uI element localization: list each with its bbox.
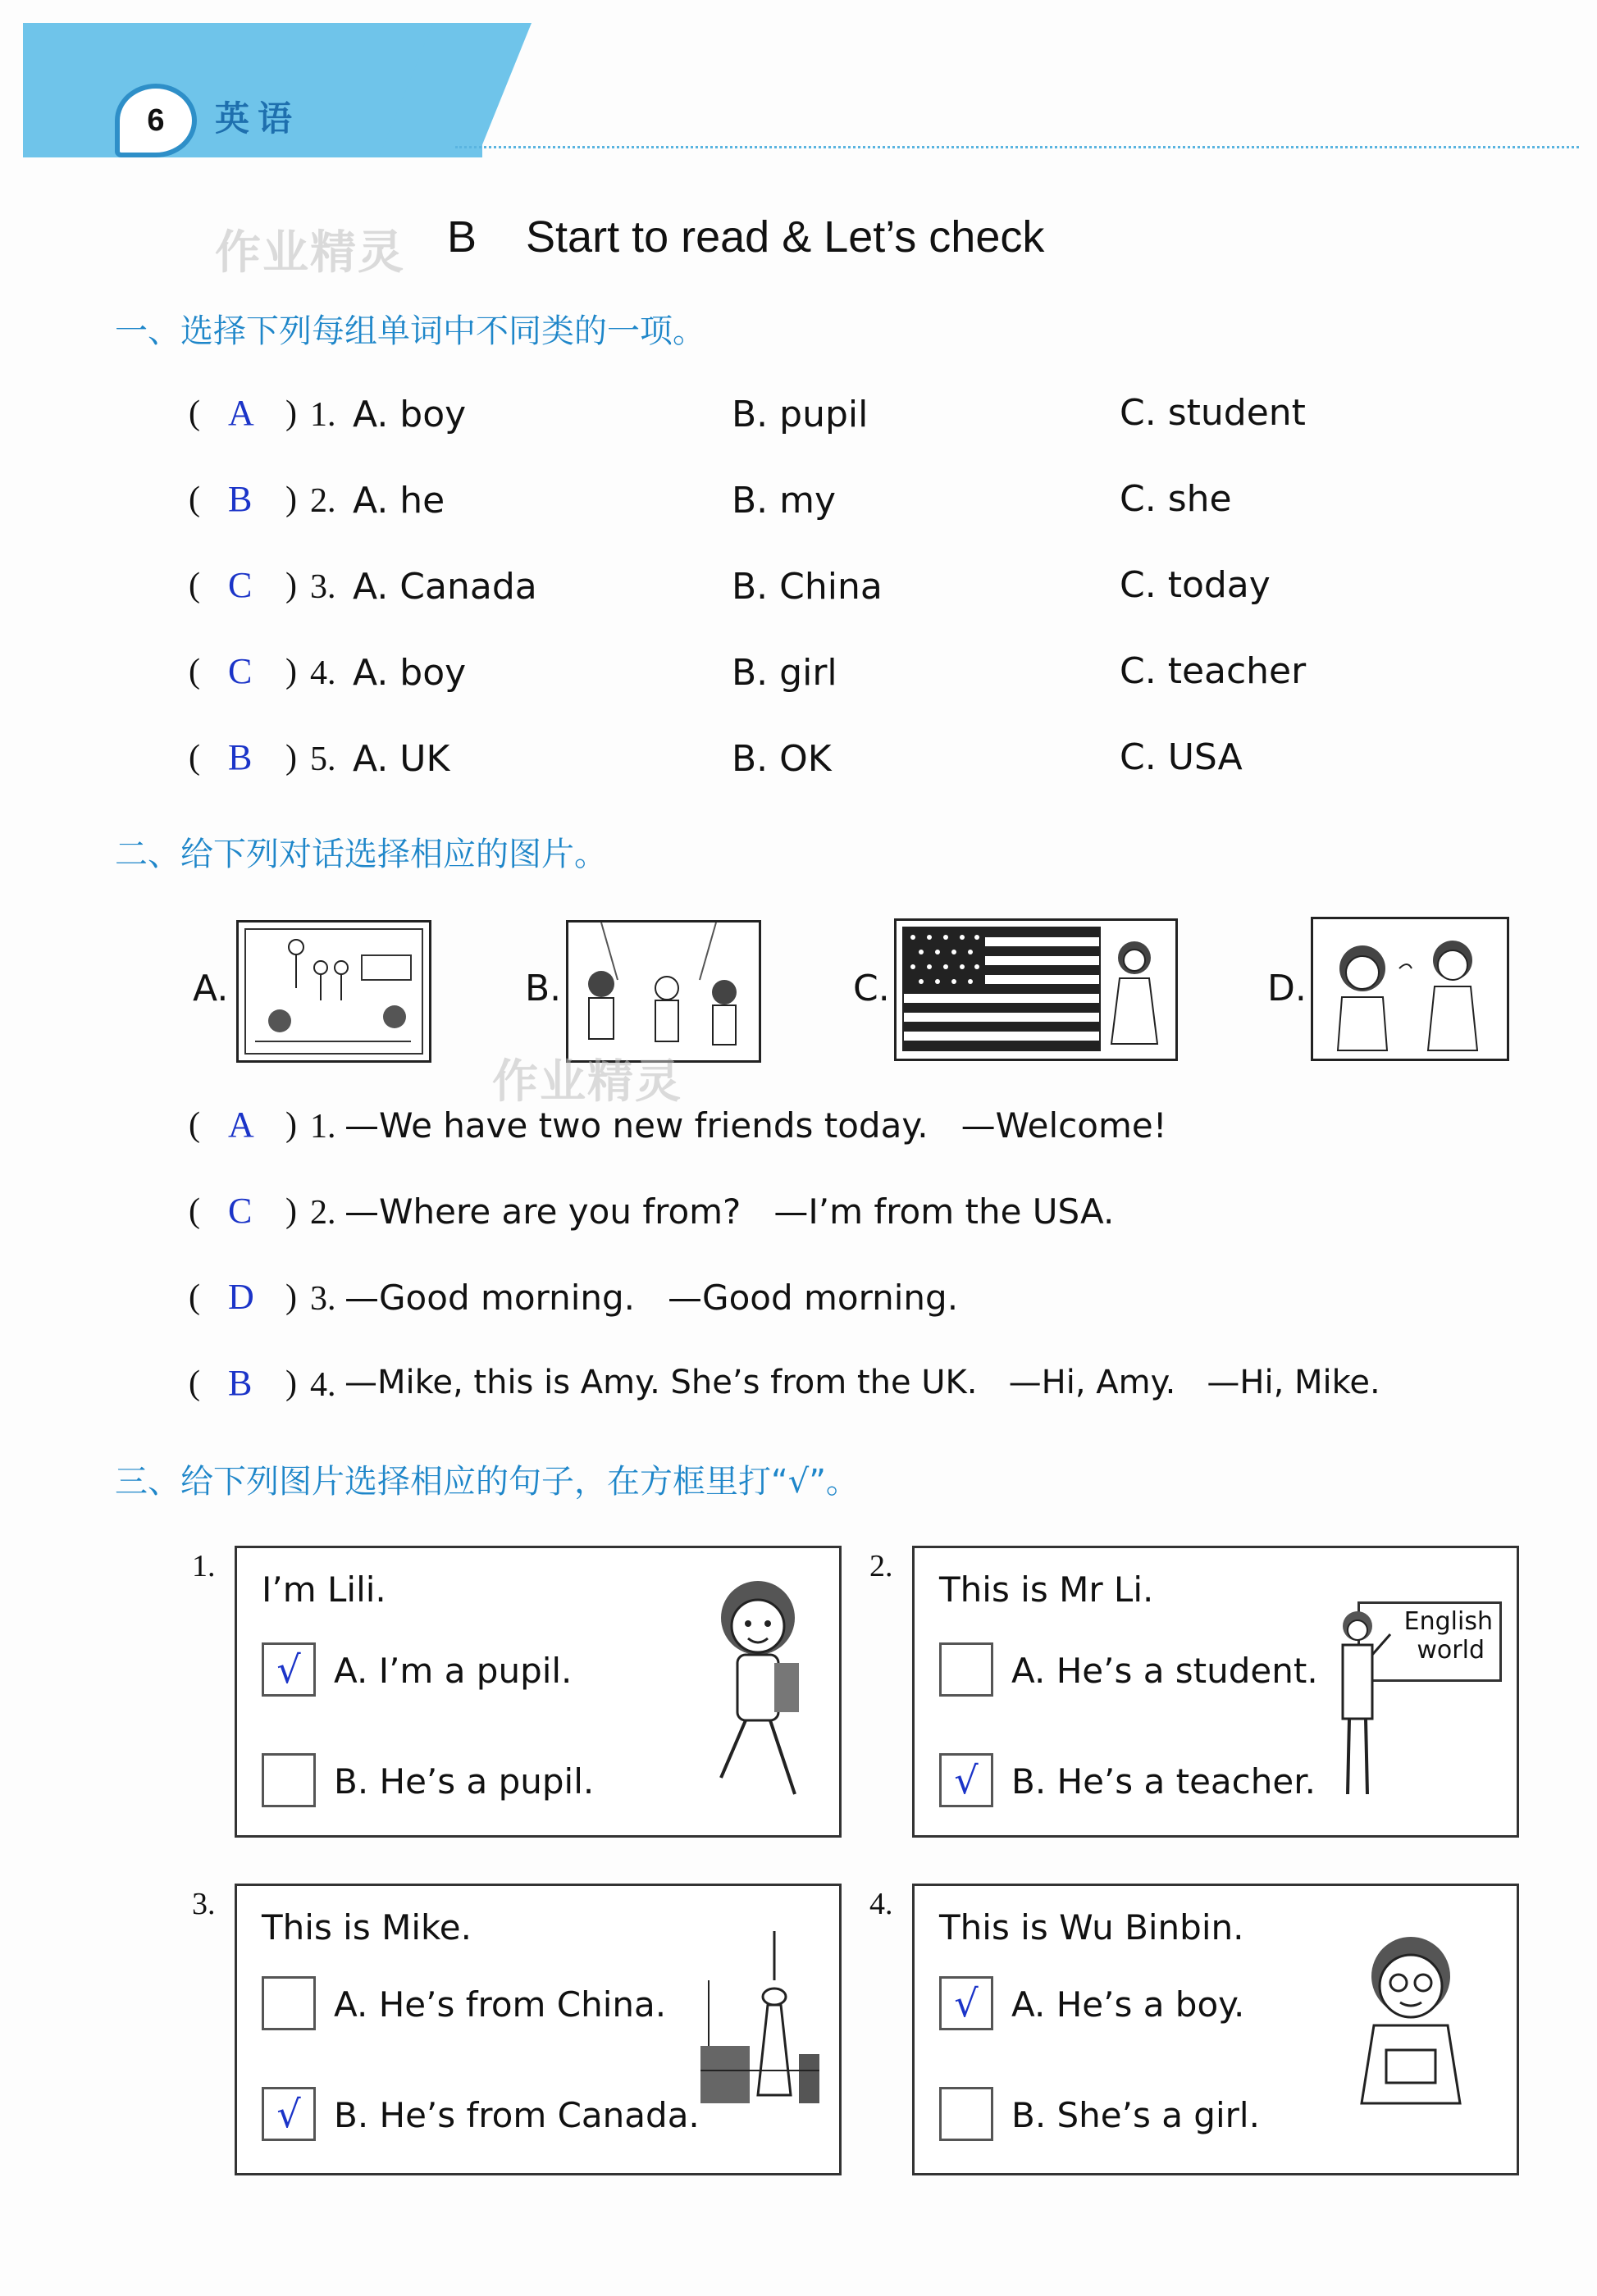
- picture-d-greeting: [1311, 917, 1509, 1061]
- checkbox-b[interactable]: [262, 1753, 316, 1807]
- question-box-4: This is Wu Binbin. √ A. He’s a boy. B. She’s a girl.: [912, 1884, 1519, 2175]
- list-item: ( A ) 1. A. boy B. pupil C. student: [189, 392, 1306, 435]
- answer: B: [228, 1363, 253, 1403]
- teacher-illustration: [1325, 1606, 1399, 1802]
- picture-label-b: B.: [525, 968, 562, 1009]
- header-dotted-line: [455, 146, 1579, 148]
- answer: A: [228, 393, 254, 433]
- answer: A: [228, 1105, 254, 1145]
- list-item: ( C ) 4. A. boy B. girl C. teacher: [189, 650, 1307, 694]
- english-world-sign: English world: [1357, 1601, 1502, 1682]
- page-title: [447, 212, 1044, 262]
- checkbox-a[interactable]: √: [262, 1642, 316, 1697]
- answer: B: [228, 737, 253, 777]
- picture-a-classroom: [236, 920, 431, 1063]
- checkbox-a[interactable]: √: [939, 1976, 993, 2030]
- girl-illustration: [696, 1573, 819, 1819]
- picture-label-d: D.: [1267, 968, 1307, 1009]
- list-item: ( D ) 3. —Good morning. —Good morning.: [189, 1277, 959, 1318]
- item-number: 4.: [869, 1887, 893, 1921]
- section3-heading: 三、给下列图片选择相应的句子，在方框里打“√”。: [115, 1463, 859, 1501]
- answer: C: [228, 565, 253, 605]
- section2-heading: 二、给下列对话选择相应的图片。: [115, 836, 607, 873]
- answer: B: [228, 479, 253, 519]
- subject-label: 英语: [215, 98, 301, 139]
- answer: C: [228, 1191, 253, 1231]
- question-box-2: This is Mr Li. A. He’s a student. √ B. He’s a teacher. English world: [912, 1546, 1519, 1838]
- watermark: 作业精灵: [215, 226, 405, 280]
- watermark: 作业精灵: [492, 1055, 682, 1109]
- boy-illustration: [1341, 1927, 1497, 2124]
- checkbox-b[interactable]: [939, 2087, 993, 2141]
- page-number: 6: [115, 84, 197, 157]
- picture-b-friends: [566, 920, 761, 1063]
- picture-label-a: A.: [193, 968, 229, 1009]
- list-item: ( B ) 5. A. UK B. OK C. USA: [189, 736, 1243, 780]
- list-item: ( C ) 3. A. Canada B. China C. today: [189, 564, 1271, 608]
- list-item: ( B ) 4. —Mike, this is Amy. She’s from the UK. —Hi, Amy. —Hi, Mike.: [189, 1363, 1380, 1404]
- picture-label-c: C.: [853, 968, 890, 1009]
- section1-heading: 一、选择下列每组单词中不同类的一项。: [115, 312, 705, 350]
- list-item: ( B ) 2. A. he B. my C. she: [189, 478, 1232, 522]
- checkbox-a[interactable]: [262, 1976, 316, 2030]
- title-text: Start to read & Let’s check: [526, 212, 1045, 262]
- list-item: ( C ) 2. —Where are you from? —I’m from the USA.: [189, 1191, 1115, 1232]
- picture-c-usa-flag: [894, 918, 1178, 1061]
- checkbox-b[interactable]: √: [262, 2087, 316, 2141]
- cn-tower-illustration: [692, 1931, 824, 2112]
- question-box-1: I’m Lili. √ A. I’m a pupil. B. He’s a pupil.: [235, 1546, 842, 1838]
- answer: D: [228, 1277, 254, 1317]
- checkbox-b[interactable]: √: [939, 1753, 993, 1807]
- item-number: 2.: [869, 1549, 893, 1583]
- answer: C: [228, 651, 253, 691]
- title-letter: B: [447, 212, 477, 262]
- question-box-3: This is Mike. A. He’s from China. √ B. He’s from Canada.: [235, 1884, 842, 2175]
- item-number: 1.: [192, 1549, 216, 1583]
- item-number: 3.: [192, 1887, 216, 1921]
- list-item: ( A ) 1. —We have two new friends today. —Welcome!: [189, 1105, 1167, 1146]
- checkbox-a[interactable]: [939, 1642, 993, 1697]
